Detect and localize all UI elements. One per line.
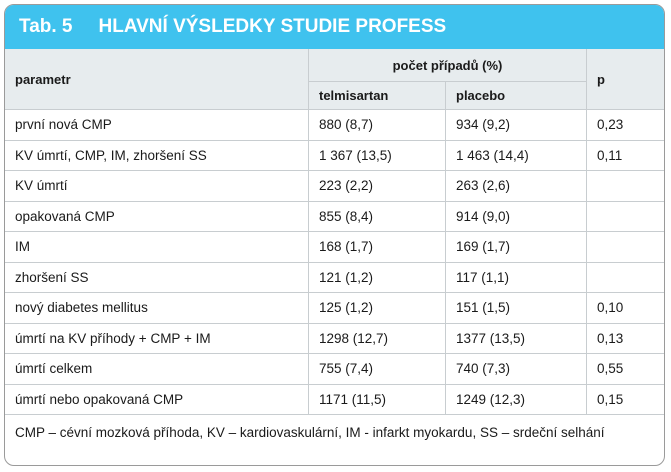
cell-parametr: KV úmrtí: [5, 171, 309, 202]
table-number: Tab. 5: [19, 16, 73, 37]
cell-telmisartan: 168 (1,7): [309, 232, 446, 263]
cell-placebo: 1377 (13,5): [446, 323, 587, 354]
cell-p: 0,13: [587, 323, 665, 354]
cell-parametr: IM: [5, 232, 309, 263]
cell-parametr: opakovaná CMP: [5, 201, 309, 232]
table-body: [5, 110, 664, 415]
table-row: [5, 354, 664, 385]
cell-placebo: 1249 (12,3): [446, 384, 587, 414]
header-group: počet případů (%): [309, 49, 587, 82]
cell-p: [587, 232, 665, 263]
cell-placebo: 914 (9,0): [446, 201, 587, 232]
cell-parametr: úmrtí celkem: [5, 354, 309, 385]
header-telmisartan: telmisartan: [309, 82, 446, 110]
cell-placebo: 151 (1,5): [446, 293, 587, 324]
table-row: [5, 201, 664, 232]
cell-p: 0,10: [587, 293, 665, 324]
cell-placebo: 934 (9,2): [446, 110, 587, 141]
table-row: [5, 232, 664, 263]
header-parametr: parametr: [5, 49, 309, 110]
cell-p: [587, 201, 665, 232]
cell-telmisartan: 1 367 (13,5): [309, 140, 446, 171]
cell-parametr: KV úmrtí, CMP, IM, zhoršení SS: [5, 140, 309, 171]
cell-telmisartan: 121 (1,2): [309, 262, 446, 293]
table-frame: [4, 4, 665, 466]
cell-telmisartan: 125 (1,2): [309, 293, 446, 324]
cell-parametr: zhoršení SS: [5, 262, 309, 293]
cell-telmisartan: 1298 (12,7): [309, 323, 446, 354]
cell-parametr: úmrtí na KV příhody + CMP + IM: [5, 323, 309, 354]
table-row: [5, 171, 664, 202]
cell-telmisartan: 223 (2,2): [309, 171, 446, 202]
cell-placebo: 740 (7,3): [446, 354, 587, 385]
cell-parametr: úmrtí nebo opakovaná CMP: [5, 384, 309, 414]
cell-p: 0,15: [587, 384, 665, 414]
cell-placebo: 117 (1,1): [446, 262, 587, 293]
cell-telmisartan: 855 (8,4): [309, 201, 446, 232]
cell-p: [587, 171, 665, 202]
cell-p: 0,55: [587, 354, 665, 385]
table-title-bar: [5, 5, 664, 49]
table-row: [5, 384, 664, 414]
cell-telmisartan: 755 (7,4): [309, 354, 446, 385]
cell-parametr: nový diabetes mellitus: [5, 293, 309, 324]
cell-placebo: 1 463 (14,4): [446, 140, 587, 171]
cell-p: 0,23: [587, 110, 665, 141]
results-table: [5, 49, 664, 414]
cell-placebo: 169 (1,7): [446, 232, 587, 263]
table-row: [5, 262, 664, 293]
table-row: [5, 293, 664, 324]
header-placebo: placebo: [446, 82, 587, 110]
table-row: [5, 323, 664, 354]
cell-placebo: 263 (2,6): [446, 171, 587, 202]
header-row: [5, 49, 664, 82]
cell-p: 0,11: [587, 140, 665, 171]
header-p: p: [587, 49, 665, 110]
footnote: CMP – cévní mozková příhoda, KV – kardiovaskulární, IM - infarkt myokardu, SS – srdeční selhání: [5, 414, 664, 465]
table-row: [5, 140, 664, 171]
cell-parametr: první nová CMP: [5, 110, 309, 141]
table-row: [5, 110, 664, 141]
cell-p: [587, 262, 665, 293]
cell-telmisartan: 880 (8,7): [309, 110, 446, 141]
cell-telmisartan: 1171 (11,5): [309, 384, 446, 414]
table-title: HLAVNÍ VÝSLEDKY STUDIE PROFESS: [98, 16, 447, 37]
